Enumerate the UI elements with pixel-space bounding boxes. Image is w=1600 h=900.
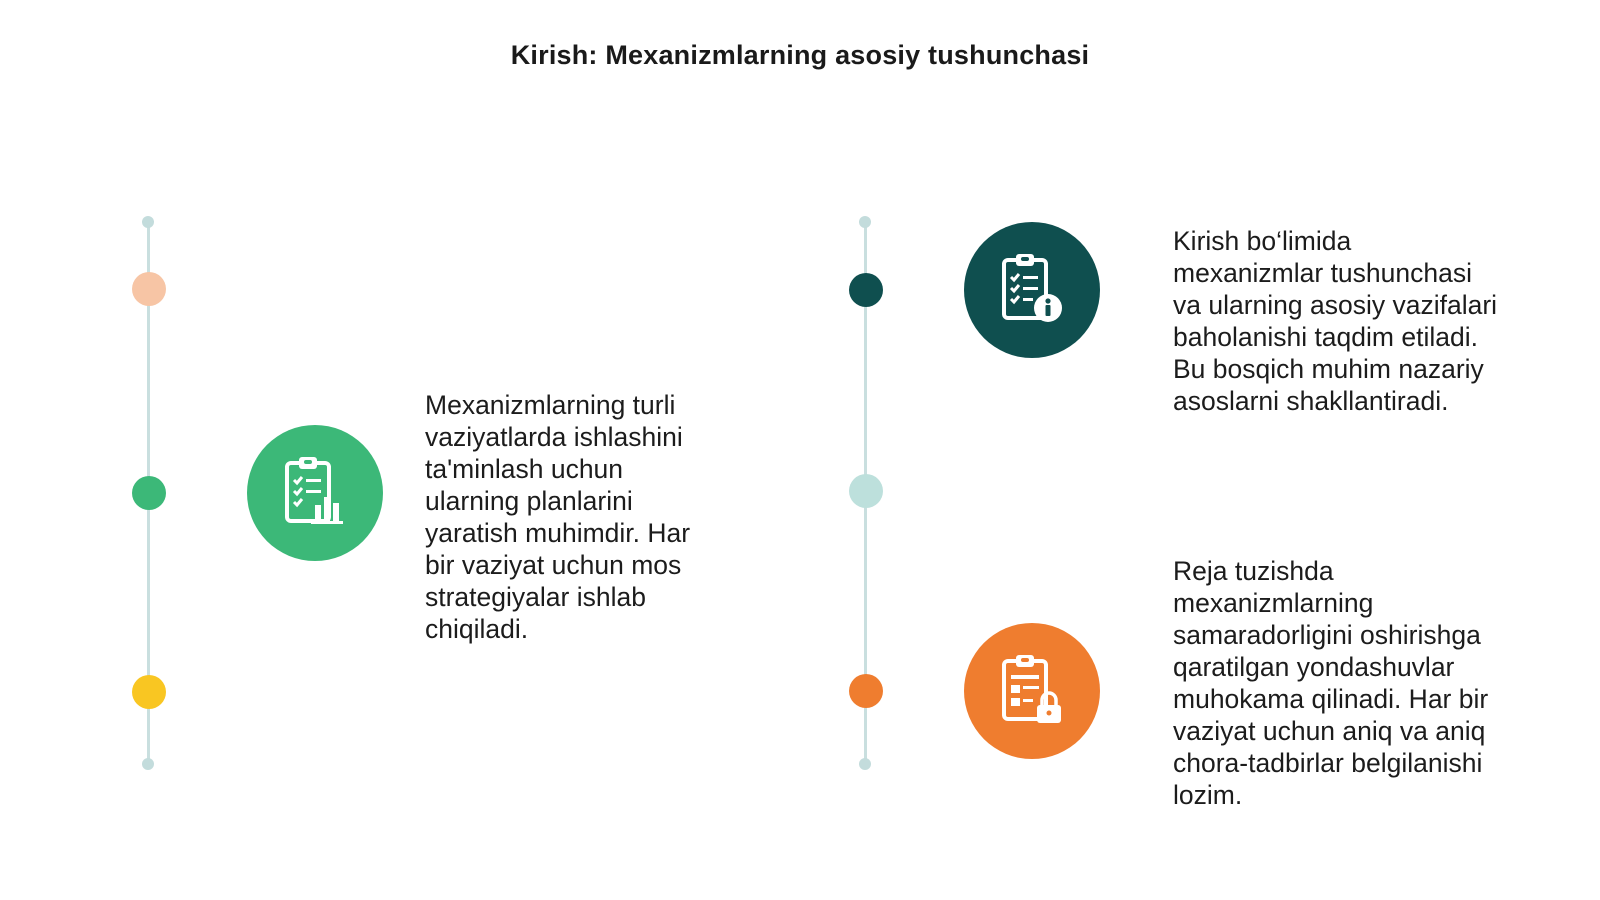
clipboard-info-icon: [964, 222, 1100, 358]
clipboard-lock-icon: [964, 623, 1100, 759]
left-timeline-node-green: [132, 476, 166, 510]
left-timeline-node-peach: [132, 272, 166, 306]
clipboard-lock-icon-svg: [992, 651, 1072, 731]
item-3-description: Reja tuzishda mexanizmlarning samaradorligini oshirishga qaratilgan yondashuvlar muhokama qilinadi. Har bir vaziyat uchun aniq va aniq chora-tadbirlar belgilanishi lozim.: [1173, 556, 1489, 810]
clipboard-chart-icon-svg: [275, 453, 355, 533]
left-timeline-start-dot: [142, 216, 154, 228]
clipboard-info-icon-svg: [992, 250, 1072, 330]
right-timeline-node-dark-teal: [849, 273, 883, 307]
right-timeline-node-orange: [849, 674, 883, 708]
left-timeline-node-yellow: [132, 675, 166, 709]
right-timeline-start-dot: [859, 216, 871, 228]
clipboard-chart-icon: [247, 425, 383, 561]
right-timeline-end-dot: [859, 758, 871, 770]
left-timeline-end-dot: [142, 758, 154, 770]
right-timeline-node-light-teal: [849, 474, 883, 508]
item-1-description: Mexanizmlarning turli vaziyatlarda ishlashini ta'minlash uchun ularning planlarini yaratish muhimdir. Har bir vaziyat uchun mos strategiyalar ishlab chiqiladi.: [425, 390, 691, 644]
page-title: Kirish: Mexanizmlarning asosiy tushunchasi: [510, 40, 1090, 70]
item-2-description: Kirish bo‘limida mexanizmlar tushunchasi va ularning asosiy vazifalari baholanishi taqdim etiladi. Bu bosqich muhim nazariy asoslarni shakllantiradi.: [1173, 226, 1498, 416]
